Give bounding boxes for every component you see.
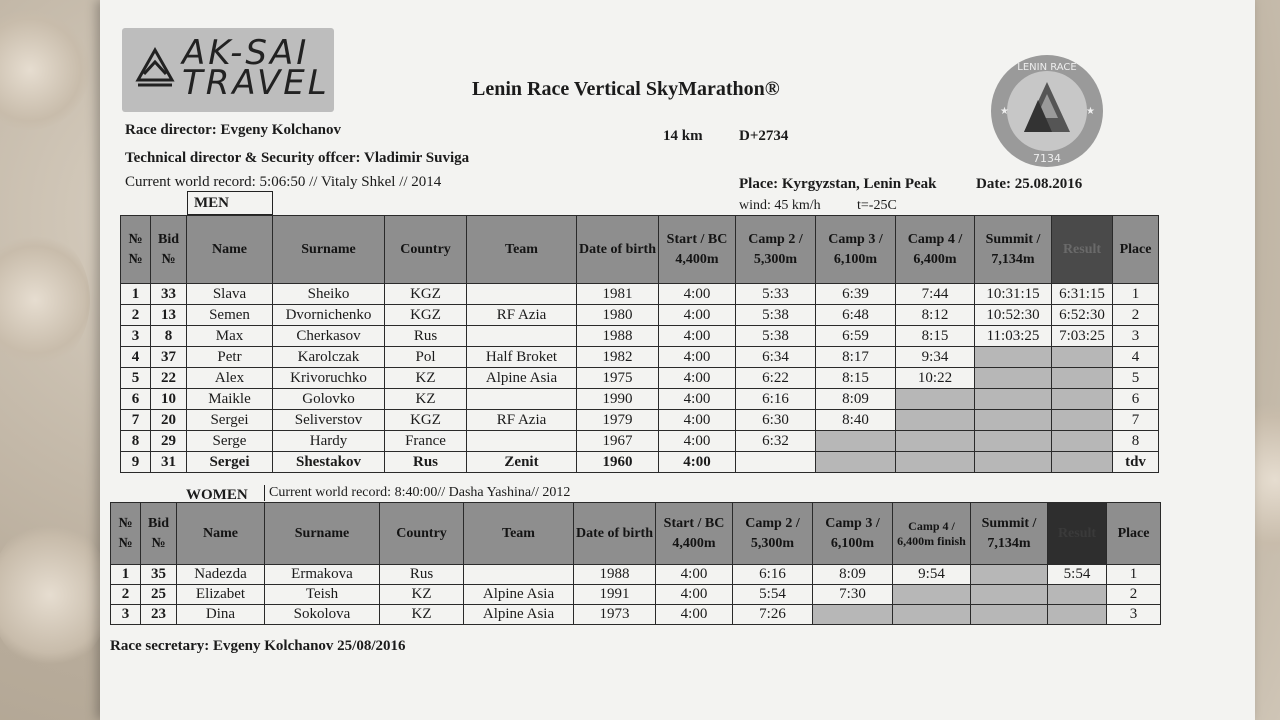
cell-bid: 29 — [151, 431, 187, 452]
cell-result: 6:31:15 — [1052, 284, 1113, 305]
table-row — [121, 326, 1159, 347]
table-row — [111, 565, 1161, 585]
col-header: Result — [1048, 503, 1107, 565]
cell-summit: 11:03:25 — [975, 326, 1052, 347]
col-header: № № — [111, 503, 141, 565]
cell-summit — [975, 452, 1052, 473]
cell-bid: 13 — [151, 305, 187, 326]
seal-bottom-text: 7134 — [1033, 152, 1061, 165]
cell-camp3: 8:40 — [816, 410, 896, 431]
temperature: t=-25C — [857, 198, 897, 213]
cell-no: 8 — [121, 431, 151, 452]
cell-dob: 1973 — [574, 605, 656, 625]
mountain-logo-icon — [134, 46, 176, 88]
col-header: Summit / 7,134m — [975, 216, 1052, 284]
women-results-table — [110, 502, 1161, 625]
table-row — [111, 605, 1161, 625]
race-place: Place: Kyrgyzstan, Lenin Peak — [739, 176, 937, 192]
col-header: Team — [467, 216, 577, 284]
cell-team: RF Azia — [467, 410, 577, 431]
women-header-row — [111, 503, 1161, 565]
cell-surname: Shestakov — [273, 452, 385, 473]
cell-no: 6 — [121, 389, 151, 410]
cell-bid: 35 — [141, 565, 177, 585]
cell-team — [467, 431, 577, 452]
col-header: Camp 2 / 5,300m — [736, 216, 816, 284]
col-header: Bid № — [151, 216, 187, 284]
cell-no: 3 — [121, 326, 151, 347]
cell-result — [1052, 431, 1113, 452]
seal-top-text: LENIN RACE — [1017, 62, 1077, 73]
cell-start: 4:00 — [659, 305, 736, 326]
cell-camp4 — [896, 410, 975, 431]
cell-place: tdv — [1113, 452, 1159, 473]
cell-start: 4:00 — [656, 565, 733, 585]
cell-place: 8 — [1113, 431, 1159, 452]
cell-dob: 1981 — [577, 284, 659, 305]
cell-camp3: 8:09 — [813, 565, 893, 585]
cell-camp3: 6:48 — [816, 305, 896, 326]
cell-dob: 1988 — [574, 565, 656, 585]
cell-country: KGZ — [385, 305, 467, 326]
race-director: Evgeny Kolchanov — [220, 122, 341, 138]
cell-camp4 — [896, 431, 975, 452]
tech-director-line — [125, 150, 469, 167]
cell-bid: 31 — [151, 452, 187, 473]
cell-name: Maikle — [187, 389, 273, 410]
cell-camp3: 8:15 — [816, 368, 896, 389]
col-header: Place — [1107, 503, 1161, 565]
cell-start: 4:00 — [659, 389, 736, 410]
cell-summit — [975, 410, 1052, 431]
cell-dob: 1960 — [577, 452, 659, 473]
col-header: Name — [177, 503, 265, 565]
elevation: D+2734 — [739, 128, 789, 144]
cell-dob: 1988 — [577, 326, 659, 347]
cell-summit — [971, 585, 1048, 605]
cell-no: 7 — [121, 410, 151, 431]
tech-director: Vladimir Suviga — [363, 150, 470, 166]
cell-camp4: 7:44 — [896, 284, 975, 305]
cell-surname: Teish — [265, 585, 380, 605]
cell-surname: Sheiko — [273, 284, 385, 305]
cell-camp2: 7:26 — [733, 605, 813, 625]
cell-camp3: 6:59 — [816, 326, 896, 347]
cell-camp4 — [896, 389, 975, 410]
table-row — [121, 410, 1159, 431]
cell-no: 5 — [121, 368, 151, 389]
cell-camp3 — [816, 452, 896, 473]
col-header: Country — [380, 503, 464, 565]
cell-camp3 — [816, 431, 896, 452]
cell-surname: Sokolova — [265, 605, 380, 625]
cell-result — [1052, 347, 1113, 368]
cell-camp2: 6:16 — [736, 389, 816, 410]
cell-name: Semen — [187, 305, 273, 326]
col-header: Camp 2 / 5,300m — [733, 503, 813, 565]
cell-surname: Golovko — [273, 389, 385, 410]
cell-place: 2 — [1107, 585, 1161, 605]
cell-start: 4:00 — [659, 326, 736, 347]
cell-surname: Hardy — [273, 431, 385, 452]
results-sheet — [100, 0, 1255, 720]
cell-camp2: 5:38 — [736, 326, 816, 347]
cell-start: 4:00 — [659, 368, 736, 389]
cell-country: Pol — [385, 347, 467, 368]
cell-place: 5 — [1113, 368, 1159, 389]
seal-star-icon: ★ — [1000, 106, 1009, 117]
table-row — [121, 305, 1159, 326]
cell-result: 7:03:25 — [1052, 326, 1113, 347]
race-director-label: Race director: — [125, 122, 217, 138]
cell-summit — [971, 565, 1048, 585]
cell-no: 2 — [121, 305, 151, 326]
cell-start: 4:00 — [656, 585, 733, 605]
cell-start: 4:00 — [659, 452, 736, 473]
background-pattern — [0, 10, 90, 130]
cell-camp4: 9:54 — [893, 565, 971, 585]
cell-summit — [975, 389, 1052, 410]
cell-surname: Seliverstov — [273, 410, 385, 431]
cell-camp2: 6:30 — [736, 410, 816, 431]
cell-result: 6:52:30 — [1052, 305, 1113, 326]
cell-name: Nadezda — [177, 565, 265, 585]
cell-team — [467, 326, 577, 347]
cell-camp2 — [736, 452, 816, 473]
cell-no: 9 — [121, 452, 151, 473]
cell-place: 7 — [1113, 410, 1159, 431]
cell-camp4: 10:22 — [896, 368, 975, 389]
cell-camp3: 8:09 — [816, 389, 896, 410]
cell-place: 3 — [1107, 605, 1161, 625]
cell-camp4 — [893, 605, 971, 625]
men-results-table — [120, 215, 1159, 473]
cell-result — [1052, 368, 1113, 389]
women-section-label: WOMEN — [186, 487, 248, 503]
cell-bid: 22 — [151, 368, 187, 389]
cell-name: Slava — [187, 284, 273, 305]
cell-country: KZ — [380, 585, 464, 605]
col-header: Date of birth — [574, 503, 656, 565]
cell-summit — [975, 347, 1052, 368]
col-header: Surname — [265, 503, 380, 565]
seal-star-icon: ★ — [1086, 106, 1095, 117]
col-header: Camp 3 / 6,100m — [813, 503, 893, 565]
cell-camp3: 7:30 — [813, 585, 893, 605]
cell-result — [1052, 452, 1113, 473]
cell-dob: 1982 — [577, 347, 659, 368]
table-row — [121, 452, 1159, 473]
background-pattern — [0, 230, 90, 370]
cell-camp2: 5:33 — [736, 284, 816, 305]
cell-team: Half Broket — [467, 347, 577, 368]
table-row — [121, 389, 1159, 410]
cell-dob: 1979 — [577, 410, 659, 431]
cell-camp4: 8:15 — [896, 326, 975, 347]
cell-bid: 10 — [151, 389, 187, 410]
cell-result — [1052, 389, 1113, 410]
cell-camp2: 6:22 — [736, 368, 816, 389]
cell-dob: 1990 — [577, 389, 659, 410]
cell-bid: 25 — [141, 585, 177, 605]
cell-bid: 23 — [141, 605, 177, 625]
cell-team — [467, 389, 577, 410]
cell-camp2: 6:34 — [736, 347, 816, 368]
cell-name: Sergei — [187, 452, 273, 473]
page-title: Lenin Race Vertical SkyMarathon® — [472, 78, 780, 100]
col-header: Date of birth — [577, 216, 659, 284]
col-header: Name — [187, 216, 273, 284]
col-header: Camp 4 / 6,400m finish — [893, 503, 971, 565]
cell-team — [464, 565, 574, 585]
cell-name: Dina — [177, 605, 265, 625]
women-world-record: Current world record: 8:40:00// Dasha Yashina// 2012 — [264, 485, 570, 501]
cell-summit: 10:31:15 — [975, 284, 1052, 305]
cell-name: Max — [187, 326, 273, 347]
cell-camp3: 6:39 — [816, 284, 896, 305]
cell-country: KGZ — [385, 410, 467, 431]
col-header: Team — [464, 503, 574, 565]
col-header: Surname — [273, 216, 385, 284]
cell-team: Alpine Asia — [467, 368, 577, 389]
cell-camp2: 6:16 — [733, 565, 813, 585]
cell-team: Alpine Asia — [464, 585, 574, 605]
cell-summit: 10:52:30 — [975, 305, 1052, 326]
cell-start: 4:00 — [659, 431, 736, 452]
cell-bid: 37 — [151, 347, 187, 368]
cell-camp3: 8:17 — [816, 347, 896, 368]
cell-name: Alex — [187, 368, 273, 389]
cell-start: 4:00 — [659, 347, 736, 368]
cell-start: 4:00 — [659, 410, 736, 431]
col-header: Camp 4 / 6,400m — [896, 216, 975, 284]
cell-no: 4 — [121, 347, 151, 368]
cell-place: 1 — [1113, 284, 1159, 305]
col-header: Camp 3 / 6,100m — [816, 216, 896, 284]
race-secretary: Race secretary: Evgeny Kolchanov 25/08/2016 — [110, 638, 406, 654]
cell-dob: 1967 — [577, 431, 659, 452]
table-row — [121, 284, 1159, 305]
race-director-line — [125, 122, 341, 139]
cell-team: RF Azia — [467, 305, 577, 326]
cell-dob: 1991 — [574, 585, 656, 605]
cell-camp4: 8:12 — [896, 305, 975, 326]
cell-team: Zenit — [467, 452, 577, 473]
cell-camp2: 5:38 — [736, 305, 816, 326]
cell-no: 1 — [121, 284, 151, 305]
col-header: Country — [385, 216, 467, 284]
cell-place: 2 — [1113, 305, 1159, 326]
cell-start: 4:00 — [659, 284, 736, 305]
cell-camp4 — [893, 585, 971, 605]
cell-place: 3 — [1113, 326, 1159, 347]
cell-camp4: 9:34 — [896, 347, 975, 368]
cell-country: Rus — [385, 452, 467, 473]
wind: wind: 45 km/h — [739, 198, 821, 213]
logo-text: AK-SAI TRAVEL — [182, 33, 330, 103]
cell-team: Alpine Asia — [464, 605, 574, 625]
cell-result — [1048, 585, 1107, 605]
cell-summit — [971, 605, 1048, 625]
cell-place: 6 — [1113, 389, 1159, 410]
col-header: № № — [121, 216, 151, 284]
cell-name: Petr — [187, 347, 273, 368]
cell-result — [1052, 410, 1113, 431]
race-date: Date: 25.08.2016 — [976, 176, 1083, 192]
cell-place: 4 — [1113, 347, 1159, 368]
cell-surname: Cherkasov — [273, 326, 385, 347]
cell-name: Sergei — [187, 410, 273, 431]
lenin-race-seal — [988, 52, 1106, 170]
women-table-body — [111, 565, 1161, 625]
cell-camp3 — [813, 605, 893, 625]
cell-dob: 1980 — [577, 305, 659, 326]
cell-result — [1048, 605, 1107, 625]
col-header: Place — [1113, 216, 1159, 284]
cell-name: Elizabet — [177, 585, 265, 605]
cell-surname: Dvornichenko — [273, 305, 385, 326]
col-header: Summit / 7,134m — [971, 503, 1048, 565]
cell-country: Rus — [380, 565, 464, 585]
distance: 14 km — [663, 128, 703, 144]
cell-summit — [975, 431, 1052, 452]
cell-camp2: 5:54 — [733, 585, 813, 605]
table-row — [121, 347, 1159, 368]
cell-start: 4:00 — [656, 605, 733, 625]
cell-result: 5:54 — [1048, 565, 1107, 585]
cell-team — [467, 284, 577, 305]
men-table-body — [121, 284, 1159, 473]
cell-dob: 1975 — [577, 368, 659, 389]
col-header: Result — [1052, 216, 1113, 284]
cell-camp2: 6:32 — [736, 431, 816, 452]
cell-camp4 — [896, 452, 975, 473]
tech-director-label: Technical director & Security offcer: — [125, 150, 361, 166]
men-header-row — [121, 216, 1159, 284]
cell-country: KZ — [385, 368, 467, 389]
cell-country: France — [385, 431, 467, 452]
col-header: Start / BC 4,400m — [659, 216, 736, 284]
background-pattern — [0, 520, 110, 670]
men-section-label: MEN — [187, 191, 273, 215]
cell-place: 1 — [1107, 565, 1161, 585]
table-row — [121, 368, 1159, 389]
cell-country: KGZ — [385, 284, 467, 305]
cell-bid: 8 — [151, 326, 187, 347]
col-header: Start / BC 4,400m — [656, 503, 733, 565]
cell-surname: Karolczak — [273, 347, 385, 368]
cell-no: 1 — [111, 565, 141, 585]
aksai-travel-logo — [122, 28, 334, 112]
table-row — [111, 585, 1161, 605]
cell-no: 3 — [111, 605, 141, 625]
cell-country: KZ — [385, 389, 467, 410]
cell-no: 2 — [111, 585, 141, 605]
cell-country: KZ — [380, 605, 464, 625]
cell-name: Serge — [187, 431, 273, 452]
cell-surname: Ermakova — [265, 565, 380, 585]
cell-country: Rus — [385, 326, 467, 347]
cell-bid: 20 — [151, 410, 187, 431]
table-row — [121, 431, 1159, 452]
cell-bid: 33 — [151, 284, 187, 305]
cell-summit — [975, 368, 1052, 389]
men-world-record: Current world record: 5:06:50 // Vitaly Shkel // 2014 — [125, 174, 442, 190]
col-header: Bid № — [141, 503, 177, 565]
cell-surname: Krivoruchko — [273, 368, 385, 389]
